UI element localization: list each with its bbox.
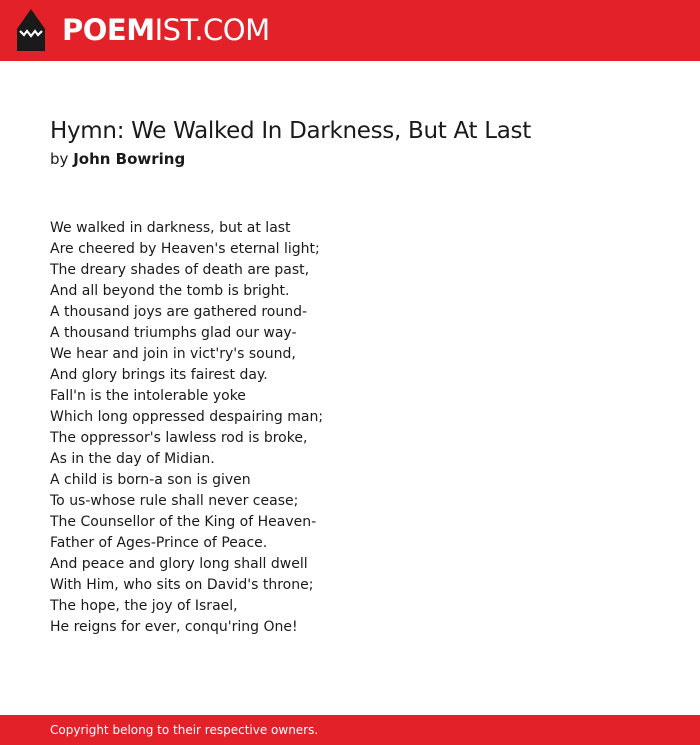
poem-line: Fall'n is the intolerable yoke bbox=[50, 388, 246, 404]
poem-title: Hymn: We Walked In Darkness, But At Last bbox=[50, 118, 531, 144]
site-logo[interactable] bbox=[62, 12, 270, 48]
site-header bbox=[0, 0, 700, 61]
poem-line: The hope, the joy of Israel, bbox=[50, 598, 238, 614]
logo-bold-text: POEM bbox=[62, 13, 155, 47]
poem-line: With Him, who sits on David's throne; bbox=[50, 577, 314, 593]
poem-line: And peace and glory long shall dwell bbox=[50, 556, 308, 572]
poem-line: Are cheered by Heaven's eternal light; bbox=[50, 241, 320, 257]
poem-body bbox=[50, 218, 323, 638]
poem-line: Father of Ages-Prince of Peace. bbox=[50, 535, 268, 551]
author-name: John Bowring bbox=[73, 150, 186, 168]
poem-line: Which long oppressed despairing man; bbox=[50, 409, 324, 425]
poem-line: A thousand joys are gathered round- bbox=[50, 304, 308, 320]
site-footer bbox=[0, 715, 700, 745]
poem-line: We walked in darkness, but at last bbox=[50, 220, 291, 236]
logo-light-text: IST.COM bbox=[154, 13, 270, 47]
poem-line: He reigns for ever, conqu'ring One! bbox=[50, 619, 298, 635]
poem-line: A thousand triumphs glad our way- bbox=[50, 325, 297, 341]
by-label: by bbox=[50, 150, 69, 168]
poem-line: And glory brings its fairest day. bbox=[50, 367, 268, 383]
poem-line: We hear and join in vict'ry's sound, bbox=[50, 346, 296, 362]
byline bbox=[50, 148, 185, 170]
poem-line: As in the day of Midian. bbox=[50, 451, 215, 467]
poem-line: The dreary shades of death are past, bbox=[50, 262, 310, 278]
poem-line: A child is born-a son is given bbox=[50, 472, 251, 488]
poem-line: To us-whose rule shall never cease; bbox=[50, 493, 299, 509]
pencil-logo-icon[interactable] bbox=[17, 9, 45, 51]
poem-line: The oppressor's lawless rod is broke, bbox=[50, 430, 308, 446]
copyright-text: Copyright belong to their respective owners. bbox=[50, 723, 319, 737]
poem-line: And all beyond the tomb is bright. bbox=[50, 283, 290, 299]
poem-line: The Counsellor of the King of Heaven- bbox=[50, 514, 317, 530]
